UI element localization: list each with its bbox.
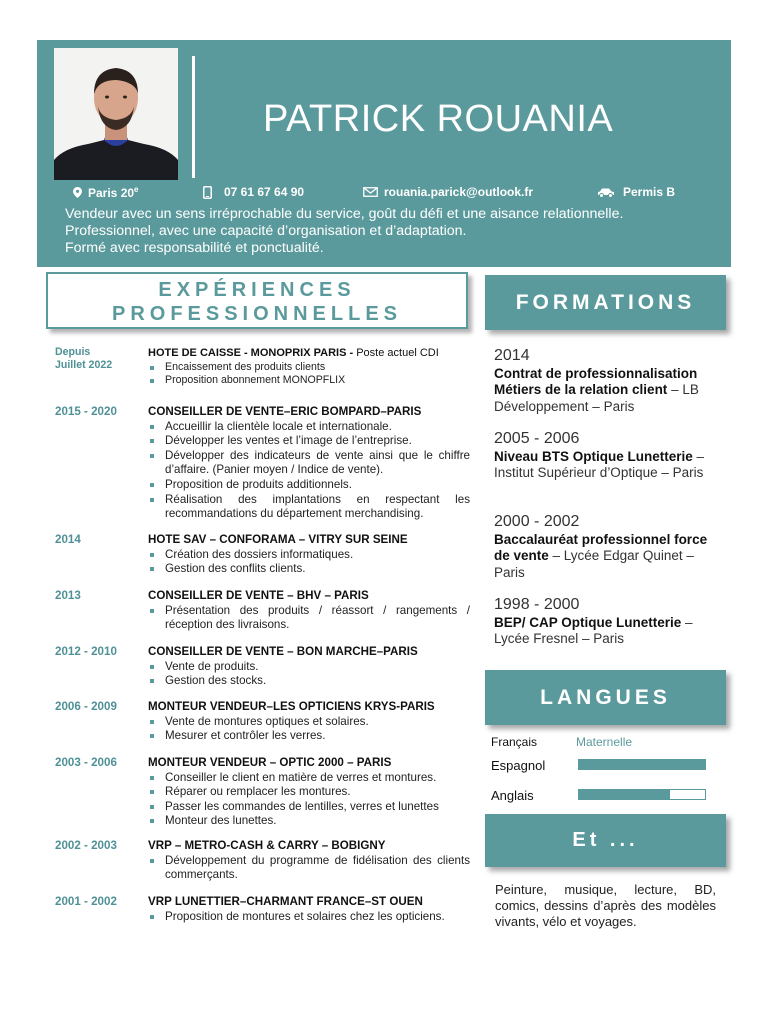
experience-title: VRP LUNETTIER–CHARMANT FRANCE–ST OUEN <box>148 895 423 908</box>
task-item: Conseiller le client en matière de verres et montures. <box>148 771 470 786</box>
experience-section-title <box>46 272 468 329</box>
formation-year: 2005 - 2006 <box>494 430 580 447</box>
formation-entry <box>494 597 724 648</box>
phone-text[interactable]: 07 61 67 64 90 <box>224 185 305 199</box>
language-name: Français <box>491 735 538 749</box>
language-level: Maternelle <box>576 735 633 749</box>
formation-entry <box>494 514 724 581</box>
task-list <box>148 361 470 387</box>
profile-photo <box>54 48 178 180</box>
task-item: Proposition abonnement MONOPFLIX <box>148 374 470 387</box>
experience-date: 2013 <box>55 589 81 602</box>
license-text: Permis B <box>623 185 676 199</box>
header-divider <box>192 56 195 178</box>
task-list <box>148 910 470 925</box>
task-item: Monteur des lunettes. <box>148 814 470 829</box>
summary-line: Formé avec responsabilité et ponctualité. <box>65 240 324 256</box>
experience-entry <box>47 533 470 577</box>
formations-section-title: FORMATIONS <box>485 275 726 330</box>
formation-text <box>494 532 724 582</box>
task-list <box>148 548 470 577</box>
task-list <box>148 854 470 883</box>
formation-degree: Contrat de professionnalisation Métiers de la relation client <box>494 365 698 397</box>
date-line: Juillet 2022 <box>55 359 113 371</box>
formation-year: 1998 - 2000 <box>494 596 580 613</box>
experience-date: 2014 <box>55 533 81 546</box>
task-item: Proposition de produits additionnels. <box>148 478 470 493</box>
experience-title: CONSEILLER DE VENTE–ERIC BOMPARD–PARIS <box>148 405 422 418</box>
formation-school: – Lycée Fresnel – Paris <box>494 614 693 646</box>
experience-date: 2003 - 2006 <box>55 756 117 769</box>
task-item: Gestion des conflits clients. <box>148 562 470 577</box>
formation-degree: Niveau BTS Optique Lunetterie <box>494 448 693 464</box>
language-name: Espagnol <box>491 758 546 773</box>
language-level-fill <box>579 790 670 799</box>
formation-school: – Lycée Edgar Quinet – Paris <box>494 548 694 580</box>
summary-line: Professionnel, avec une capacité d’organisation et d’adaptation. <box>65 223 467 239</box>
location-text: Paris 20 <box>88 186 135 200</box>
person-name: PATRICK ROUANIA <box>263 98 614 140</box>
language-level-fill <box>579 760 705 769</box>
job-title: HOTE DE CAISSE - MONOPRIX PARIS - <box>148 347 357 359</box>
location-contact <box>73 185 139 200</box>
task-item: Encaissement des produits clients <box>148 361 470 374</box>
task-item: Réalisation des implantations en respectant les recommandations du département merchandising. <box>148 493 470 522</box>
profile-summary <box>65 206 715 257</box>
formation-text <box>494 615 724 648</box>
job-contract: Poste actuel CDI <box>356 347 439 359</box>
task-item: Vente de montures optiques et solaires. <box>148 715 470 730</box>
task-item: Gestion des stocks. <box>148 674 470 689</box>
hobbies-section-title: Et ... <box>485 814 726 867</box>
car-icon <box>597 187 615 198</box>
experience-entry <box>47 756 470 829</box>
task-item: Accueillir la clientèle locale et internationale. <box>148 420 470 435</box>
location-sup: e <box>134 185 139 194</box>
experience-entry <box>47 700 470 744</box>
formation-text <box>494 449 724 482</box>
experience-entry <box>47 346 470 387</box>
task-list <box>148 420 470 522</box>
license-contact <box>597 185 675 199</box>
phone-icon <box>203 186 212 199</box>
summary-line: Vendeur avec un sens irréprochable du service, goût du défi et une aisance relationnelle. <box>65 206 624 222</box>
hobbies-text: Peinture, musique, lecture, BD, comics, dessins d’après des modèles vivants, vélo et voyages. <box>495 882 716 929</box>
task-item: Développer les ventes et l’image de l’entreprise. <box>148 434 470 449</box>
task-item: Développement du programme de fidélisation des clients commerçants. <box>148 854 470 883</box>
experience-date: 2001 - 2002 <box>55 895 117 908</box>
phone-contact <box>203 185 304 199</box>
header-banner <box>37 40 731 267</box>
date-line: Depuis <box>55 346 91 358</box>
experience-date: 2006 - 2009 <box>55 700 117 713</box>
email-text[interactable]: rouania.parick@outlook.fr <box>384 185 534 199</box>
experience-title: HOTE SAV – CONFORAMA – VITRY SUR SEINE <box>148 533 408 546</box>
formation-entry <box>494 431 724 482</box>
experience-title-line: PROFESSIONNELLES <box>111 303 403 325</box>
task-list <box>148 715 470 744</box>
formation-year: 2000 - 2002 <box>494 513 580 530</box>
experience-title: MONTEUR VENDEUR–LES OPTICIENS KRYS-PARIS <box>148 700 435 713</box>
languages-section-title: LANGUES <box>485 670 726 725</box>
experience-title: CONSEILLER DE VENTE – BHV – PARIS <box>148 589 369 602</box>
task-item: Vente de produits. <box>148 660 470 675</box>
task-item: Développer des indicateurs de vente ainsi que le chiffre d’affaire. (Panier moyen / Indice de vente). <box>148 449 470 478</box>
experience-entry <box>47 405 470 522</box>
experience-entry <box>47 589 470 633</box>
email-contact <box>363 185 533 199</box>
experience-date <box>55 346 112 372</box>
formation-school: – Institut Supérieur d’Optique – Paris <box>494 448 705 480</box>
task-item: Passer les commandes de lentilles, verres et lunettes <box>148 800 470 815</box>
formation-entry <box>494 348 724 415</box>
location-pin-icon <box>73 187 82 198</box>
experience-title-line: EXPÉRIENCES <box>158 279 356 301</box>
task-item: Création des dossiers informatiques. <box>148 548 470 563</box>
task-item: Mesurer et contrôler les verres. <box>148 729 470 744</box>
experience-date: 2015 - 2020 <box>55 405 117 418</box>
experience-date: 2012 - 2010 <box>55 645 117 658</box>
experience-date: 2002 - 2003 <box>55 839 117 852</box>
task-list <box>148 604 470 633</box>
experience-title: CONSEILLER DE VENTE – BON MARCHE–PARIS <box>148 645 418 658</box>
language-level-bar <box>578 789 706 800</box>
experience-entry <box>47 895 470 924</box>
formation-year: 2014 <box>494 347 530 364</box>
experience-title: VRP – METRO-CASH & CARRY – BOBIGNY <box>148 839 386 852</box>
experience-entry <box>47 645 470 689</box>
formation-text <box>494 366 724 416</box>
task-list <box>148 771 470 829</box>
experience-title <box>148 346 470 361</box>
mail-icon <box>363 187 378 197</box>
task-item: Proposition de montures et solaires chez les opticiens. <box>148 910 470 925</box>
task-item: Présentation des produits / réassort / rangements / réception des livraisons. <box>148 604 470 633</box>
language-name: Anglais <box>491 788 534 803</box>
language-level-bar <box>578 759 706 770</box>
task-list <box>148 660 470 689</box>
formation-degree: Baccalauréat professionnel force de vente <box>494 531 708 563</box>
experience-title: MONTEUR VENDEUR – OPTIC 2000 – PARIS <box>148 756 392 769</box>
experience-entry <box>47 839 470 883</box>
formation-degree: BEP/ CAP Optique Lunetterie <box>494 614 682 630</box>
formation-school: – LB Développement – Paris <box>494 382 699 414</box>
task-item: Réparer ou remplacer les montures. <box>148 785 470 800</box>
